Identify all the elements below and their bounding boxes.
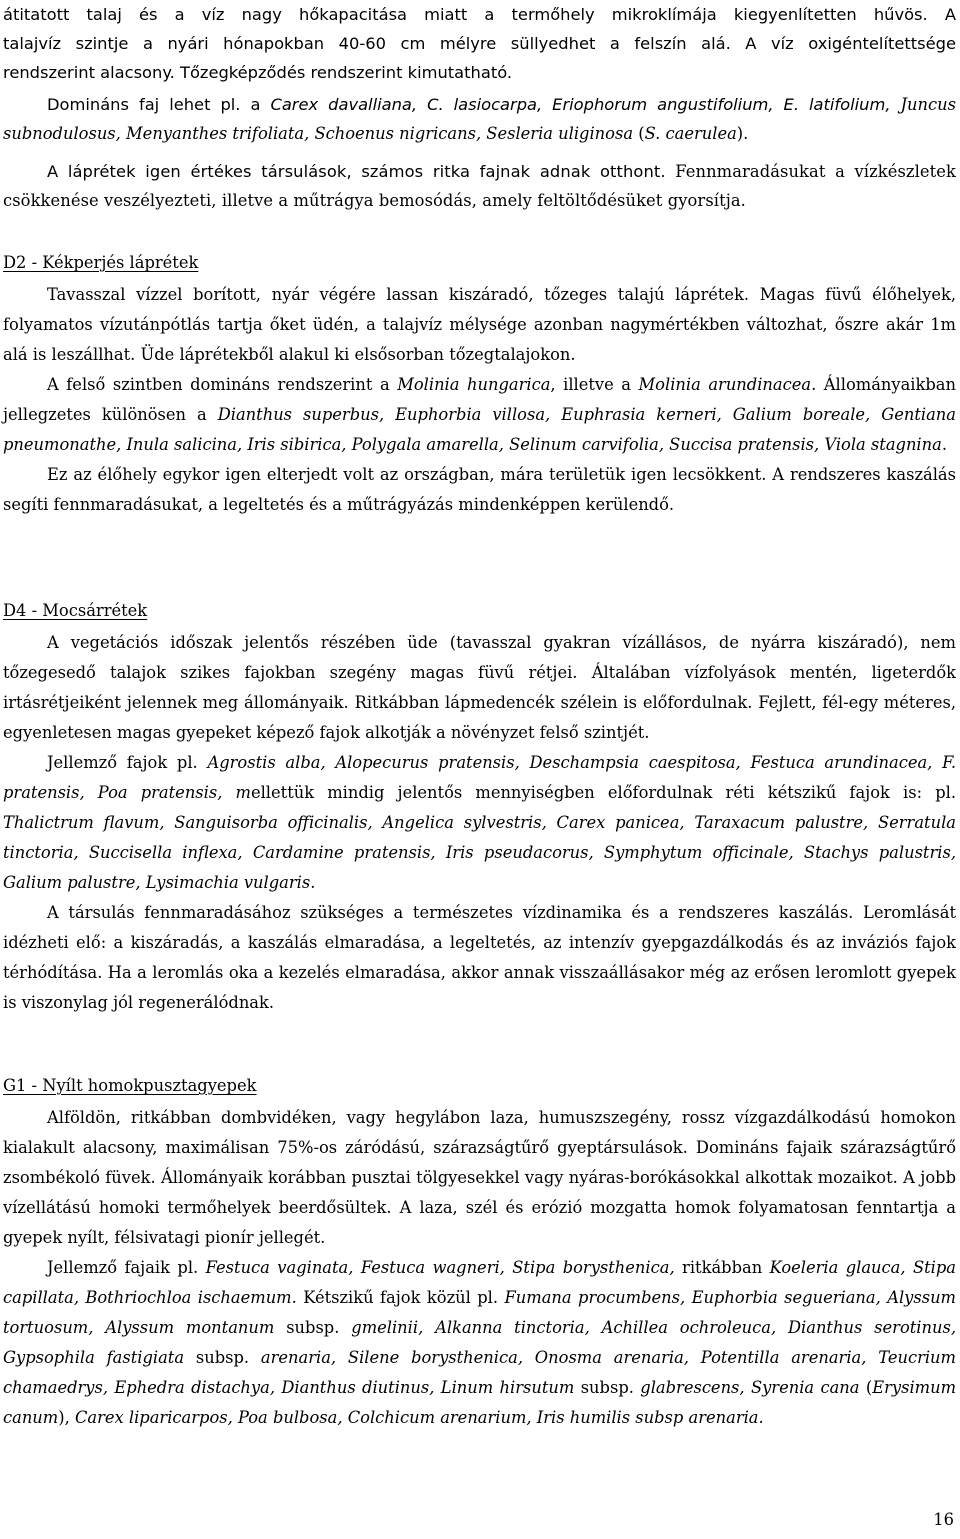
g1-species-8: Carex liparicarpos, Poa bulbosa, Colchicum arenarium, Iris humilis subsp arenaria. [74,1408,764,1427]
continued-line-2: talajvíz szintje a nyári hónapokban 40-60 cm mélyre süllyedhet a felszín alá. A víz oxigéntelítettsége [3,34,956,53]
section-g1-heading: G1 - Nyílt homokpusztagyepek [3,1076,257,1095]
value-threat-paragraph: A láprétek igen értékes társulások, számos ritka fajnak adnak otthont. Fennmaradásukat a vízkészletek csökkenése veszélyezteti, illetve a műtrágya bemosódás, amely feltöltődésüket gyorsítja. [3,162,956,210]
g1-species-5: arenaria, Silene borysthenica, Onosma arenaria, Potentilla arenaria, Teucrium chamaedrys, Ephedra distachya, Dianthus diutinus, Linum hirsutum [3,1348,956,1397]
d4-paragraph-3: A társulás fennmaradásához szükséges a természetes vízdinamika és a rendszeres kaszálás. Leromlását idézheti elő: a kiszáradás, a kaszálás elmaradása, a legeltetés, az intenzív gyepgazdálkodás és az inváziós fajok térhódítása. Ha a leromlás oka a kezelés elmaradása, akkor annak visszaállásakor még az erősen leromlott gyepek is viszonylag jól regenerálódnak. [3,903,956,1012]
g1-paragraph-1: Alföldön, ritkábban dombvidéken, vagy hegylábon laza, humuszszegény, rossz vízgazdálkodású homokon kialakult alacsony, maximálisan 75%-os záródású, szárazságtűrő gyeptársulások. Domináns fajaik szárazságtűrő zsombékoló füvek. Állományaik korábban pusztai tölgyesekkel vagy nyáras-borókásokkal alkottak mozaikot. A jobb vízellátású homoki termőhelyek beerdősültek. A laza, szél és erózió mozgatta homok folyamatosan fenntartja a gyepek nyílt, félsivatagi pionír jellegét. [3,1108,956,1247]
d2-paragraph-1: Tavasszal vízzel borított, nyár végére lassan kiszáradó, tőzeges talajú láprétek. Magas füvű élőhelyek, folyamatos vízutánpótlás tartja őket üdén, a talajvíz mélysége azonban nagymértékben változhat, őszre akár 1m alá is leszállhat. Üde láprétekből alakul ki elsősorban tőzegtalajokon. [3,285,956,364]
continued-dominant-species [0,90,960,148]
dominant-species-names-3: S. caerulea [644,124,737,143]
d2-paragraph-2: A felső szintben domináns rendszerint a Molinia hungarica, illetve a Molinia arundinacea. Állományaikban jellegzetes különösen a Dianthus superbus, Euphorbia villosa, Euphrasia kerneri, Galium boreale, Gentiana pneumonathe, Inula salicina, Iris sibirica, Polygala amarella, Selinum carvifolia, Succisa pratensis, Viola stagnina. [3,375,956,454]
g1-species-2: Koeleria glauca, Stipa capillata, Bothriochloa ischaemum. [3,1258,956,1307]
page-number: 16 [933,1510,954,1529]
dominant-species-names-1: Carex davalliana, C. lasiocarpa, Eriophorum angustifolium, E. latifolium, [270,95,891,114]
d4-species-list-1: Agrostis alba, Alopecurus pratensis, Deschampsia caespitosa, Festuca arundinacea, F. pratensis, Poa pratensis, m [3,753,957,802]
d4-paragraph-1: A vegetációs időszak jelentős részében üde (tavasszal gyakran vízállásos, de nyárra kiszáradó), nem tőzegesedő talajok szikes fajokban szegény magas füvű rétjei. Általában vízfolyások mentén, ligeterdők irtásrétjeiként jelennek meg állományaik. Ritkábban lápmedencék szélein is előfordulnak. Fejlett, fél-egy méteres, egyenletesen magas gyepeket képező fajok alkotják a növényzet felső szintjét. [3,633,956,742]
g1-species-3: Fumana procumbens, Euphorbia segueriana, Alyssum tortuosum, Alyssum montanum [3,1288,956,1337]
dominant-species-paragraph: Domináns faj lehet pl. a Carex davalliana, C. lasiocarpa, Eriophorum angustifolium, E. latifolium, Juncus subnodulosus, Menyanthes trifoliata, Schoenus nigricans, Sesleria uliginosa (S. caerulea). [3,95,956,143]
section-d2 [0,248,960,520]
continued-section [0,0,960,87]
section-d4 [0,596,960,1018]
d2-species-2: Molinia arundinacea [638,375,812,394]
g1-species-7: Erysimum canum [3,1378,957,1427]
d2-species-1: Molinia hungarica [397,375,551,394]
continued-line-1: átitatott talaj és a víz nagy hőkapacitása miatt a termőhely mikroklímája kiegyenlítetten hűvös. A [3,5,956,24]
g1-paragraph-2: Jellemző fajaik pl. Festuca vaginata, Festuca wagneri, Stipa borysthenica, ritkábban Koeleria glauca, Stipa capillata, Bothriochloa ischaemum. Kétszikű fajok közül pl. Fumana procumbens, Euphorbia segueriana, Alyssum tortuosum, Alyssum montanum subsp. gmelinii, Alkanna tinctoria, Achillea ochroleuca, Dianthus serotinus, Gypsophila fastigiata subsp. arenaria, Silene borysthenica, Onosma arenaria, Potentilla arenaria, Teucrium chamaedrys, Ephedra distachya, Dianthus diutinus, Linum hirsutum subsp. glabrescens, Syrenia cana (Erysimum canum), Carex liparicarpos, Poa bulbosa, Colchicum arenarium, Iris humilis subsp arenaria. [3,1258,957,1427]
g1-species-6: glabrescens, Syrenia cana [640,1378,860,1397]
continued-value-paragraph [0,157,960,215]
g1-species-1: Festuca vaginata, Festuca wagneri, Stipa borysthenica, [205,1258,675,1277]
section-d2-heading: D2 - Kékperjés láprétek [3,253,199,272]
d4-paragraph-2: Jellemző fajok pl. Agrostis alba, Alopecurus pratensis, Deschampsia caespitosa, Festuca arundinacea, F. pratensis, Poa pratensis, mellettük mindig jelentős mennyiségben előfordulnak réti kétszikű fajok is: pl. Thalictrum flavum, Sanguisorba officinalis, Angelica sylvestris, Carex panicea, Taraxacum palustre, Serratula tinctoria, Succisella inflexa, Cardamine pratensis, Iris pseudacorus, Symphytum officinale, Stachys palustris, Galium palustre, Lysimachia vulgaris. [3,753,957,892]
continued-line-3: rendszerint alacsony. Tőzegképződés rendszerint kimutatható. [3,63,513,82]
section-g1 [0,1071,960,1433]
d4-species-list-2: Thalictrum flavum, Sanguisorba officinalis, Angelica sylvestris, Carex panicea, Taraxacum palustre, Serratula tinctoria, Succisella inflexa, Cardamine pratensis, Iris pseudacorus, Symphytum officinale, Stachys palustris, Galium palustre, Lysimachia vulgaris [3,813,956,892]
g1-species-4: gmelinii, Alkanna tinctoria, Achillea ochroleuca, Dianthus serotinus, Gypsophila fastigiata [3,1318,956,1367]
d2-species-list: Dianthus superbus, Euphorbia villosa, Euphrasia kerneri, Galium boreale, Gentiana pneumonathe, Inula salicina, Iris sibirica, Polygala amarella, Selinum carvifolia, Succisa pratensis, Viola stagnina [3,405,956,454]
dominant-species-names-2: Juncus subnodulosus, Menyanthes trifoliata, Schoenus nigricans, Sesleria uliginosa [3,95,956,143]
d2-paragraph-3: Ez az élőhely egykor igen elterjedt volt az országban, mára területük igen lecsökkent. A rendszeres kaszálás segíti fennmaradásukat, a legeltetés és a műtrágyázás mindenképpen kerülendő. [3,465,956,514]
section-d4-heading: D4 - Mocsárrétek [3,601,148,620]
